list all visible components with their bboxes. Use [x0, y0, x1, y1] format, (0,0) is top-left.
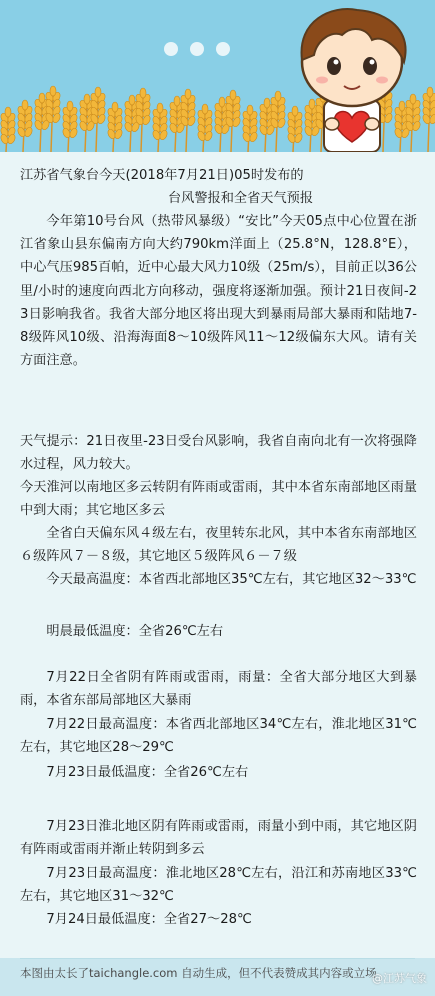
wheat-tip — [112, 102, 118, 112]
today-weather: 今天淮河以南地区多云转阴有阵雨或雷雨，其中本省东南部地区雨量中到大雨；其它地区多云 — [20, 480, 417, 519]
wheat-tip — [22, 100, 28, 110]
wheat-tip — [95, 87, 101, 97]
today-wind: 全省白天偏东风４级左右，夜里转东北风，其中本省东南部地区６级阵风７－８级，其它地区５级阵风６－７级 — [20, 526, 417, 565]
article-title-line1: 江苏省气象台今天(2018年7月21日)05时发布的 — [20, 168, 304, 183]
jul23-min-temp: 7月23日最低温度：全省26℃左右 — [46, 765, 249, 780]
footer-divider — [20, 958, 415, 959]
jul24-min-temp: 7月24日最低温度：全省27～28℃ — [46, 912, 252, 927]
jul22-weather: 7月22日全省阴有阵雨或雷雨，雨量：全省大部分地区大到暴雨，本省东部局部地区大暴雨 — [20, 670, 417, 709]
wheat-tip — [84, 94, 90, 104]
generator-footer: 本图由太长了taichangle.com 自动生成，但不代表赞成其内容或立场 — [20, 966, 377, 980]
header-illustration — [0, 0, 435, 152]
wheat-tip — [140, 88, 146, 98]
wheat-tip — [230, 90, 236, 100]
boy-with-heart-icon — [272, 0, 432, 152]
wheat-tip — [129, 95, 135, 105]
jul22-max-temp: 7月22日最高温度：本省西北部地区34℃左右，淮北地区31℃左右，其它地区28～29℃ — [20, 717, 417, 756]
wheat-tip — [67, 101, 73, 111]
weibo-watermark: @江苏气象 — [372, 972, 427, 985]
wheat-tip — [264, 98, 270, 108]
jul23-max-temp: 7月23日最高温度：淮北地区28℃左右，沿江和苏南地区33℃左右，其它地区31～32℃ — [20, 866, 417, 905]
wheat-tip — [39, 93, 45, 103]
typhoon-paragraph: 今年第10号台风（热带风暴级）“安比”今天05点中心位置在浙江省象山县东偏南方向大约790km洋面上（25.8°N，128.8°E），中心气压985百帕，近中心最大风力10级（25m/s），目前正以36公里/小时的速度向西北方向移动，强度将逐渐加强。预计21日夜间-23日影响我省。我省大部分地区将出现大到暴雨局部大暴雨和陆地7-8级阵风10级、沿海海面8～10级阵风11～12级偏东大风。请有关方面注意。 — [20, 214, 417, 369]
wheat-tip — [5, 107, 11, 117]
wheat-tip — [174, 96, 180, 106]
tomorrow-min-temp: 明晨最低温度：全省26℃左右 — [46, 624, 224, 639]
wheat-tip — [202, 104, 208, 114]
wheat-tip — [219, 97, 225, 107]
forecast-article — [0, 152, 435, 958]
weather-tip: 天气提示：21日夜里-23日受台风影响，我省自南向北有一次将强降水过程，风力较大。 — [20, 434, 417, 473]
today-max-temp: 今天最高温度：本省西北部地区35℃左右，其它地区32～33℃ — [46, 572, 417, 587]
wheat-tip — [185, 89, 191, 99]
wheat-tip — [50, 86, 56, 96]
article-title-line2: 台风警报和全省天气预报 — [167, 191, 314, 206]
wheat-tip — [157, 103, 163, 113]
wheat-tip — [247, 105, 253, 115]
jul23-weather: 7月23日淮北地区阴有阵雨或雷雨，雨量小到中雨，其它地区阴有阵雨或雷雨并渐止转阴到多云 — [20, 819, 417, 858]
